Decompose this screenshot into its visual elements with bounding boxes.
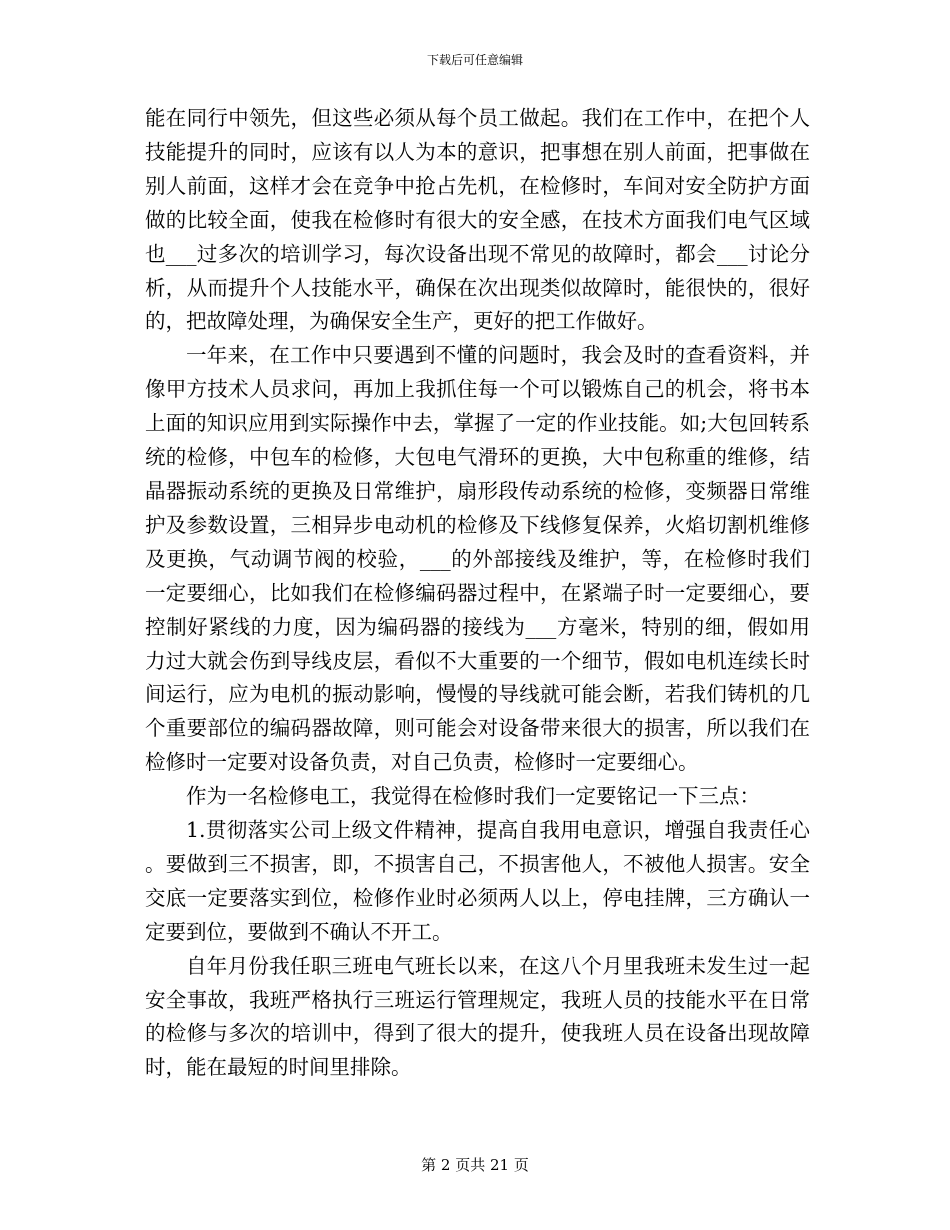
page-header: 下载后可任意编辑 xyxy=(426,53,523,67)
page-footer: 第 2 页共 21 页 xyxy=(421,1156,529,1174)
paragraph-2: 一年来，在工作中只要遇到不懂的问题时，我会及时的查看资料，并像甲方技术人员求问，再加上我抓住每一个可以锻炼自己的机会，将书本上面的知识应用到实际操作中去，掌握了一定的作业技能。如;大包回转系统的检修，中包车的检修，大包电气滑环的更换，大中包称重的维修，结晶器振动系统的更换及日常维护，扇形段传动系统的检修，变频器日常维护及参数设置，三相异步电动机的检修及下线修复保养，火焰切割机维修及更换，气动调节阀的校验，___的外部接线及维护，等，在检修时我们一定要细心，比如我们在检修编码器过程中，在紧端子时一定要细心，要控制好紧线的力度，因为编码器的接线为___方毫米，特别的细，假如用力过大就会伤到导线皮层，看似不大重要的一个细节，假如电机连续长时间运行，应为电机的振动影响，慢慢的导线就可能会断，若我们铸机的几个重要部位的编码器故障，则可能会对设备带来很大的损害，所以我们在检修时一定要对设备负责，对自己负责，检修时一定要细心。 xyxy=(145,343,810,775)
paragraph-3: 作为一名检修电工，我觉得在检修时我们一定要铭记一下三点： xyxy=(186,784,760,809)
paragraph-1: 能在同行中领先，但这些必须从每个员工做起。我们在工作中，在把个人技能提升的同时，应该有以人为本的意识，把事想在别人前面，把事做在别人前面，这样才会在竞争中抢占先机，在检修时，车间对安全防护方面做的比较全面，使我在检修时有很大的安全感，在技术方面我们电气区域也___过多次的培训学习，每次设备出现不常见的故障时，都会___讨论分析，从而提升个人技能水平，确保在次出现类似故障时，能很快的，很好的，把故障处理，为确保安全生产，更好的把工作做好。 xyxy=(145,106,810,334)
document-body xyxy=(145,102,810,1085)
paragraph-5: 自年月份我任职三班电气班长以来，在这八个月里我班未发生过一起安全事故，我班严格执行三班运行管理规定，我班人员的技能水平在日常的检修与多次的培训中，得到了很大的提升，使我班人员在设备出现故障时，能在最短的时间里排除。 xyxy=(145,953,810,1080)
paragraph-4: 1.贯彻落实公司上级文件精神，提高自我用电意识，增强自我责任心。要做到三不损害，即，不损害自己，不损害他人，不被他人损害。安全交底一定要落实到位，检修作业时必须两人以上，停电挂牌，三方确认一定要到位，要做到不确认不开工。 xyxy=(145,818,810,944)
